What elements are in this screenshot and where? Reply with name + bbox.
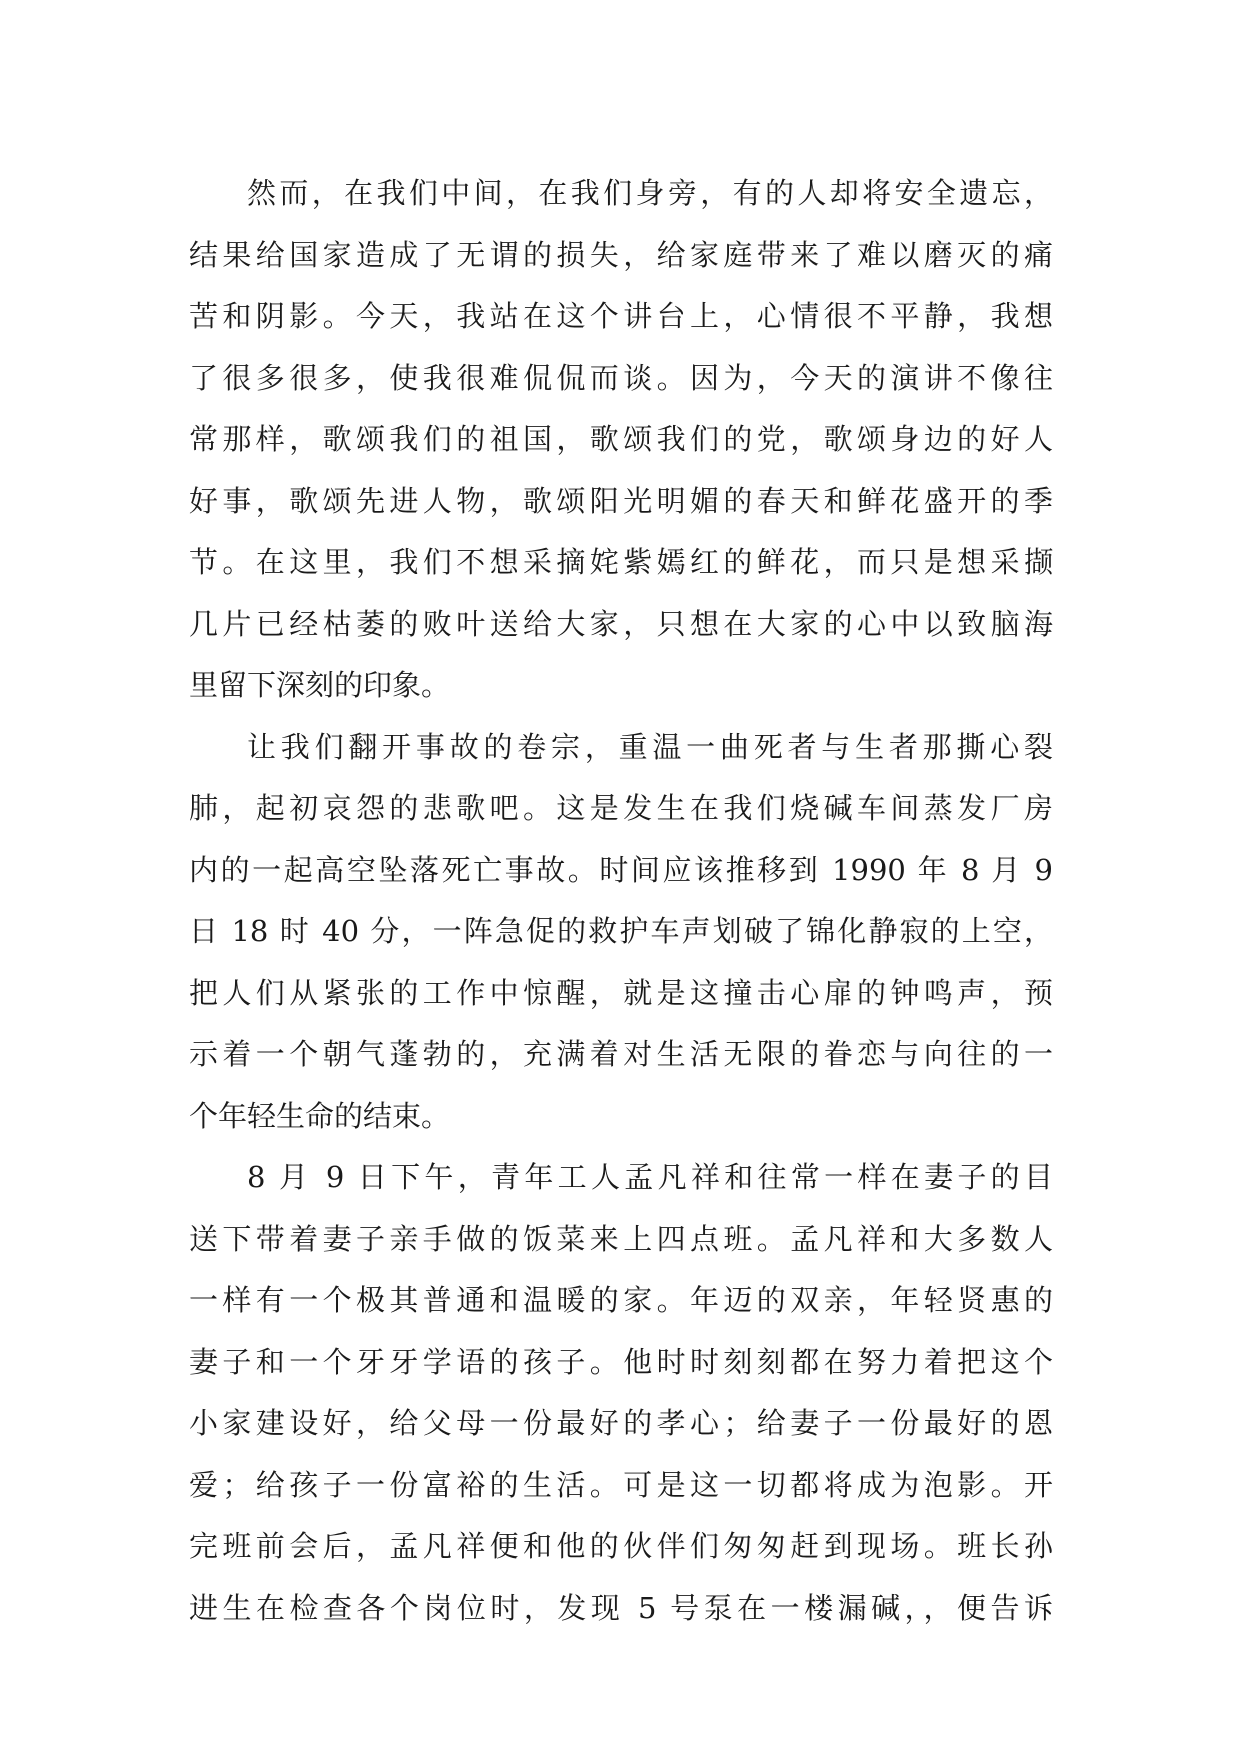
text-line: 爱；给孩子一份富裕的生活。可是这一切都将成为泡影。开	[189, 1467, 1053, 1502]
text-line: 把人们从紧张的工作中惊醒，就是这撞击心扉的钟鸣声，预	[189, 975, 1053, 1010]
text-line: 个年轻生命的结束。	[189, 1098, 451, 1133]
text-line: 里留下深刻的印象。	[189, 668, 451, 702]
text-line: 送下带着妻子亲手做的饭菜来上四点班。孟凡祥和大多数人	[189, 1221, 1053, 1256]
paragraph-1	[189, 163, 1053, 717]
text-line: 完班前会后，孟凡祥便和他的伙伴们匆匆赶到现场。班长孙	[189, 1529, 1053, 1563]
document-body	[189, 163, 1053, 1639]
paragraph-3	[189, 1147, 1053, 1639]
text-line: 苦和阴影。今天，我站在这个讲台上，心情很不平静，我想	[189, 299, 1053, 333]
text-line: 几片已经枯萎的败叶送给大家，只想在大家的心中以致脑海	[189, 606, 1053, 641]
text-line: 内的一起高空坠落死亡事故。时间应该推移到 1990 年 8 月 9	[189, 852, 1053, 887]
text-line: 一样有一个极其普通和温暖的家。年迈的双亲，年轻贤惠的	[189, 1283, 1053, 1317]
text-line: 肺，起初哀怨的悲歌吧。这是发生在我们烧碱车间蒸发厂房	[189, 791, 1053, 825]
text-line: 8 月 9 日下午，青年工人孟凡祥和往常一样在妻子的目	[247, 1160, 1053, 1194]
text-line: 常那样，歌颂我们的祖国，歌颂我们的党，歌颂身边的好人	[189, 422, 1053, 456]
text-line: 好事，歌颂先进人物，歌颂阳光明媚的春天和鲜花盛开的季	[189, 483, 1053, 518]
text-line: 进生在检查各个岗位时，发现 5 号泵在一楼漏碱，，便告诉	[189, 1590, 1053, 1625]
text-line: 小家建设好，给父母一份最好的孝心；给妻子一份最好的恩	[189, 1406, 1053, 1440]
text-line: 结果给国家造成了无谓的损失，给家庭带来了难以磨灭的痛	[189, 237, 1053, 272]
text-line: 然而，在我们中间，在我们身旁，有的人却将安全遗忘，	[247, 176, 1053, 210]
text-line: 日 18 时 40 分，一阵急促的救护车声划破了锦化静寂的上空，	[189, 914, 1053, 948]
text-line: 让我们翻开事故的卷宗，重温一曲死者与生者那撕心裂	[247, 729, 1053, 764]
text-line: 妻子和一个牙牙学语的孩子。他时时刻刻都在努力着把这个	[189, 1344, 1053, 1379]
text-line: 了很多很多，使我很难侃侃而谈。因为，今天的演讲不像往	[189, 360, 1053, 395]
text-line: 节。在这里，我们不想采摘姹紫嫣红的鲜花，而只是想采撷	[189, 545, 1053, 579]
text-line: 示着一个朝气蓬勃的，充满着对生活无限的眷恋与向往的一	[189, 1037, 1053, 1071]
paragraph-2	[189, 717, 1053, 1148]
